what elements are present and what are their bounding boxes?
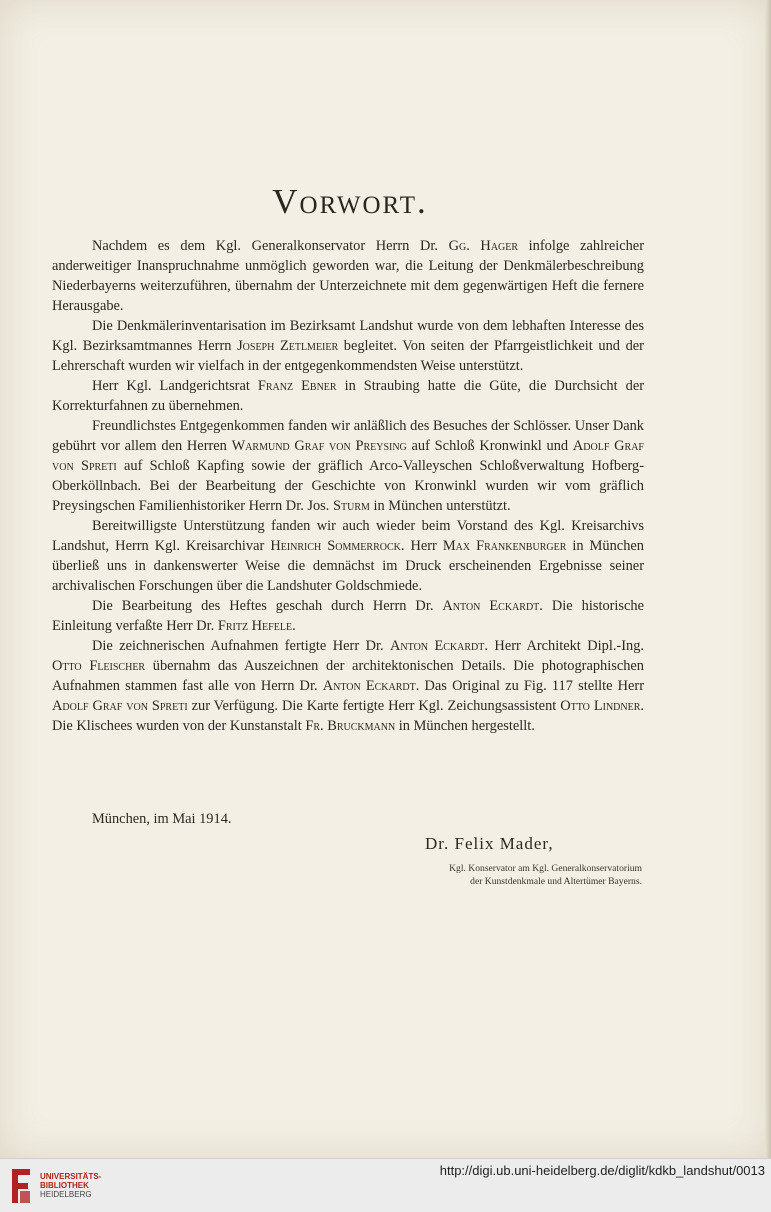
person-name: Anton Eckardt xyxy=(442,598,540,614)
paragraph xyxy=(52,516,644,596)
text-run: . Herr Architekt Dipl.-Ing. xyxy=(484,638,644,654)
person-name: Franz Ebner xyxy=(257,378,337,394)
paragraph xyxy=(52,236,644,316)
text-run: in Straubing hatte die Güte, die Durchsicht der Korrekturfahnen zu übernehmen. xyxy=(52,378,644,414)
person-name: Sturm xyxy=(332,498,370,514)
paragraph xyxy=(52,416,644,516)
person-name: Warmund Graf von Preysing xyxy=(231,438,407,454)
signature-name: Dr. Felix Mader, xyxy=(425,834,554,853)
person-name: Fritz Hefele xyxy=(217,618,293,634)
person-name: Gg. Hager xyxy=(448,238,519,254)
text-run: auf Schloß Kapfing sowie der gräflich Arco-Valleyschen Schloßverwaltung Hofberg-Oberköllnbach. Bei der Bearbeitung der Geschichte von Kronwinkl wurden wir vom gräflich Preysingschen Familienhistoriker Herrn Dr. Jos. xyxy=(52,458,644,514)
person-name: Adolf Graf von Spreti xyxy=(52,698,188,714)
paragraph xyxy=(52,596,644,636)
viewer-footer xyxy=(0,1158,771,1212)
signature-role-line-2: der Kunstdenkmale und Altertümer Bayerns. xyxy=(470,876,642,887)
text-run: zur Verfügung. Die Karte fertigte Herr Kgl. Zeichungsassistent xyxy=(187,698,561,714)
text-run: begleitet. Von seiten der Pfarrgeistlichkeit und der Lehrerschaft wurden wir vielfach in der entgegenkommendsten Weise unterstützt. xyxy=(52,338,644,374)
paragraph xyxy=(52,316,644,376)
text-run: in München überließ uns in dankenswerter Weise die demnächst im Druck erscheinenden Ergebnisse seiner archivalischen Forschungen über die Landshuter Goldschmiede. xyxy=(52,538,644,594)
place-date: München, im Mai 1914. xyxy=(92,811,232,827)
library-logo-text[interactable] xyxy=(40,1172,101,1199)
text-run: . Die Klischees wurden von der Kunstanstalt xyxy=(52,698,644,734)
person-name: Anton Eckardt xyxy=(390,638,485,654)
person-name: Otto Lindner xyxy=(560,698,641,714)
person-name: Otto Fleischer xyxy=(52,658,146,674)
page-edge xyxy=(765,0,771,1158)
text-run: Nachdem es dem Kgl. Generalkonservator Herrn Dr. xyxy=(92,238,449,254)
logo-line-3: HEIDELBERG xyxy=(40,1190,92,1199)
logo-line-1: UNIVERSITÄTS- xyxy=(40,1172,102,1181)
paragraph xyxy=(52,376,644,416)
text-run: Die zeichnerischen Aufnahmen fertigte Herr Dr. xyxy=(92,638,391,654)
text-run: Herr Kgl. Landgerichtsrat xyxy=(92,378,258,394)
person-name: Max Frankenburger xyxy=(442,538,567,554)
person-name: Fr. Bruckmann xyxy=(305,718,396,734)
person-name: Anton Eckardt xyxy=(322,678,416,694)
person-name: Joseph Zetlmeier xyxy=(237,338,339,354)
person-name: Adolf Graf von Spreti xyxy=(52,438,644,474)
text-run: in München unterstützt. xyxy=(369,498,511,514)
university-library-logo-icon[interactable] xyxy=(8,1167,34,1205)
text-run: Freundlichstes Entgegenkommen fanden wir anläßlich des Besuches der Schlösser. Unser Dank gebührt vor allem den Herren xyxy=(52,418,644,454)
text-run: Bereitwilligste Unterstützung fanden wir auch wieder beim Vorstand des Kgl. Kreisarchivs Landshut, Herrn Kgl. Kreisarchivar xyxy=(52,518,644,554)
text-run: Die Denkmälerinventarisation im Bezirksamt Landshut wurde von dem lebhaften Interesse des Kgl. Bezirksamtmannes Herrn xyxy=(52,318,644,354)
person-name: Heinrich Sommerrock xyxy=(270,538,401,554)
text-run: übernahm das Auszeichnen der architektonischen Details. Die photographischen Aufnahmen stammen fast alle von Herrn Dr. xyxy=(52,658,644,694)
text-run: Die Bearbeitung des Heftes geschah durch Herrn Dr. xyxy=(92,598,443,614)
text-run: . Das Original zu Fig. 117 stellte Herr xyxy=(415,678,644,694)
signature-role-line-1: Kgl. Konservator am Kgl. Generalkonservatorium xyxy=(449,863,642,874)
text-run: . Herr xyxy=(400,538,443,554)
permalink-url[interactable]: http://digi.ub.uni-heidelberg.de/diglit/kdkb_landshut/0013 xyxy=(439,1163,765,1178)
text-run: infolge zahlreicher anderweitiger Inanspruchnahme unmöglich geworden war, die Leitung der Denkmälerbeschreibung Niederbayerns weiterzuführen, übernahm der Unterzeichnete mit dem gegenwärtigen Heft die fernere Herausgabe. xyxy=(52,238,644,314)
logo-line-2: BIBLIOTHEK xyxy=(40,1181,89,1190)
text-run: auf Schloß Kronwinkl und xyxy=(406,438,573,454)
signature-role xyxy=(380,862,642,888)
body-text xyxy=(52,236,644,736)
paragraph xyxy=(52,636,644,736)
text-run: in München hergestellt. xyxy=(395,718,535,734)
text-run: . xyxy=(292,618,296,634)
page-title: Vorwort. xyxy=(272,182,428,221)
text-run: . Die historische Einleitung verfaßte Herr Dr. xyxy=(52,598,644,634)
